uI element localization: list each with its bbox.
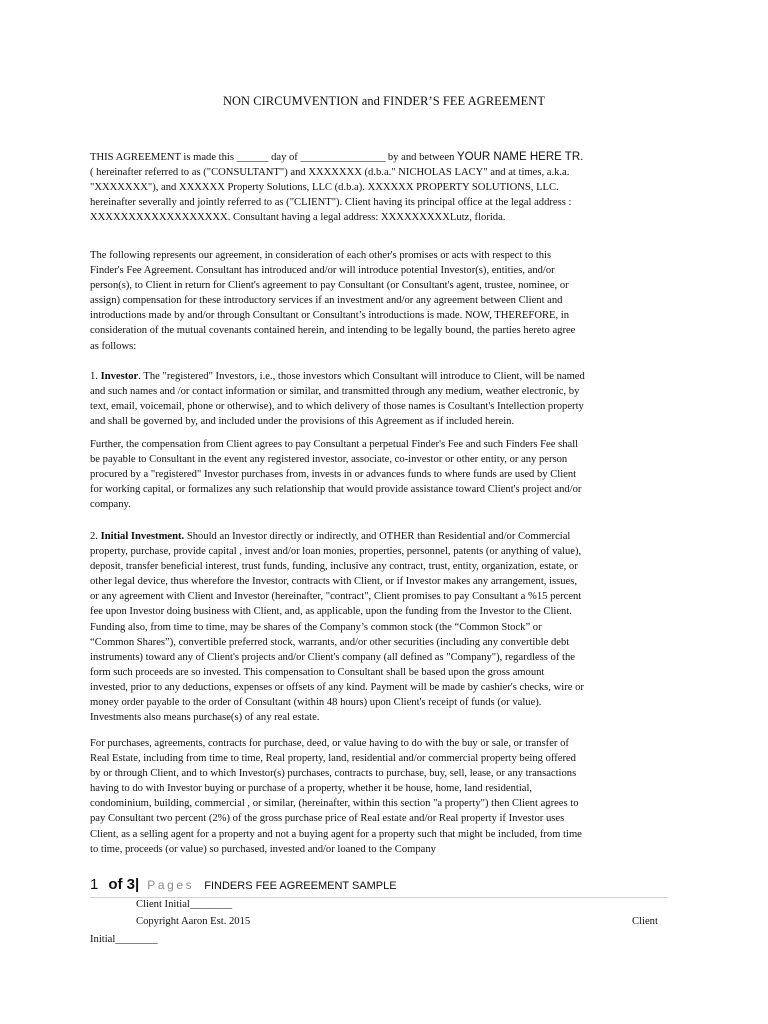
section-1-line: and shall be governed by, and included under the provisions of this Agreement as if included herein. [90,416,515,428]
section-1-heading: Investor [100,371,139,382]
footer-document-title: FINDERS FEE AGREEMENT SAMPLE [204,880,397,892]
consultant-name-placeholder: YOUR NAME HERE TR. [457,151,584,163]
section-2-line: property, purchase, provide capital , invest and/or loan monies, properties, personnel, patents (or anything of value), [90,546,582,558]
compensation-line: Further, the compensation from Client agrees to pay Consultant a perpetual Finder's Fee and such Finders Fee shall [90,439,579,450]
real-estate-line: to time, proceeds (or value) so purchased, invested and/or loaned to the Company [90,843,436,855]
intro-line-2: ( hereinafter referred to as ("CONSULTANT") and XXXXXXX (d.b.a." NICHOLAS LACY" and at times, a.k.a. [90,167,570,179]
section-2-line: Investments also means purchase(s) of any real estate. [90,712,320,724]
section-2-line: money order payable to the order of Consultant (within 48 hours) upon Client's receipt of funds (or value). [90,697,542,709]
client-initial-line-1: Client Initial________ [136,899,233,910]
compensation-line: be payable to Consultant in the event any registered investor, associate, co-investor or other entity, or any person [90,454,568,466]
recital-paragraph [90,248,686,354]
recital-line: The following represents our agreement, in consideration of each other's promises or acts with respect to this [90,250,552,261]
compensation-line: for working capital, or formalizes any such relationship that would provide assistance toward Client's project and/or [90,484,582,496]
real-estate-line: pay Consultant two percent (2%) of the gross purchase price of Real estate and/or Real property if Investor uses [90,813,565,825]
section-2-line: other legal device, thus wherefore the Investor, contracts with Client, or if Investor makes any arrangement, issues, [90,576,578,588]
compensation-paragraph [90,437,686,512]
document-title: NON CIRCUMVENTION and FINDER’S FEE AGREEMENT [222,94,546,108]
copyright-text: Copyright Aaron Est. 2015 [136,916,251,927]
section-2-line [90,529,686,544]
intro-line-1-text: THIS AGREEMENT is made this ______ day of ________________ by and between [90,152,458,163]
intro-line-1 [90,150,686,165]
section-2-line: fee upon Investor doing business with Client, and, as applicable, upon the funding from the Investor to the Client. [90,606,572,618]
pages-label: Pages [147,878,195,892]
section-2-number: 2. [90,531,101,542]
recital-line: introductions made by and/or through Consultant or Consultant’s introductions is made. NOW, THEREFORE, in [90,310,570,322]
real-estate-line: by or through Client, and to which Investor(s) purchases, contracts to purchase, buy, sell, lease, or any transactions [90,768,577,780]
real-estate-paragraph [90,736,686,857]
real-estate-line: Client, as a selling agent for a property and not a buying agent for a property such that might be included, from time [90,828,582,840]
recital-line: assign) compensation for these introductory services if an investment and/or any agreement between Client and [90,295,563,307]
intro-line-3: "XXXXXXX"), and XXXXXX Property Solutions, LLC (d.b.a). XXXXXX PROPERTY SOLUTIONS, LLC. [90,182,559,194]
section-1-first-line: . The "registered" Investors, i.e., those investors which Consultant will introduce to Client, will be named [138,371,585,382]
real-estate-line: condominium, building, commercial , or similar, (hereinafter, within this section "a property") then Client agrees to [90,798,579,810]
page-number: 1 [90,876,99,893]
section-2-line: invested, prior to any deductions, expenses or offsets of any kind. Payment will be made by cashier's checks, wire or [90,681,584,693]
section-1-line: and such names and /or contact information or similar, and transmitted through any medium, weather electronic, by [90,386,580,398]
client-initial-line-2: Initial________ [90,934,158,945]
recital-line: as follows: [90,340,137,352]
page-footer [90,876,397,894]
section-2-line: “Common Shares”), convertible preferred stock, warrants, and/or other securities (including any convertible debt [90,636,570,648]
recital-line: person(s), to Client in return for Client's agreement to pay Consultant (or Consultant's agent, trustee, nominee, or [90,280,569,292]
real-estate-line: having to do with Investor buying or purchase of a property, whether it be house, home, land residential, [90,783,533,795]
section-2-line: Funding also, from time to time, may be shares of the Company’s common stock (the “Common Stock” or [90,621,542,633]
intro-line-5: XXXXXXXXXXXXXXXXXX. Consultant having a legal address: XXXXXXXXXLutz, florida. [90,212,506,224]
section-2-line: form such proceeds are so invested. This compensation to Consultant shall be based upon the gross amount [90,666,545,678]
section-2-heading: Initial Investment. [100,531,185,542]
section-2-first-line: Should an Investor directly or indirectly, and OTHER than Residential and/or Commercial [184,531,571,542]
page-total: of 3| [108,876,140,893]
real-estate-line: For purchases, agreements, contracts for purchase, deed, or value having to do with the buy or sale, or transfer of [90,738,569,749]
recital-line: consideration of the mutual covenants contained herein, and intending to be legally bound, the parties hereto agree [90,325,576,337]
section-2-line: deposit, transfer beneficial interest, trust funds, funding, inclusive any contract, trust, entity, organization, estate, or [90,561,578,573]
section-1-investor [90,369,686,429]
real-estate-line: Real Estate, including from time to time, Real property, land, residential and/or commercial property being offered [90,753,576,765]
client-label-right: Client [632,916,658,927]
section-2-line: instruments) toward any of Client's projects and/or Client's company (all defined as "Company"), regardless of the [90,651,575,663]
intro-paragraph [90,150,686,225]
section-1-number: 1. [90,371,101,382]
recital-line: Finder's Fee Agreement. Consultant has introduced and/or will introduce potential Investor(s), entities, and/or [90,265,555,277]
section-1-line [90,369,686,384]
section-1-line: text, email, voicemail, phone or otherwise), and to which delivery of those names is Cosultant's Intellection property [90,401,584,413]
section-2-initial-investment [90,529,686,725]
compensation-line: procured by a "registered" Investor purchases from, invests in or advances funds to where funds are used by Client [90,469,577,481]
intro-line-4: hereinafter severally and jointly referred to as ("CLIENT"). Client having its principal office at the legal address : [90,197,572,209]
section-2-line: or any agreement with Client and Investor (hereinafter, "contract", Client promises to pay Consultant a %15 percent [90,591,582,603]
compensation-line: company. [90,499,131,511]
